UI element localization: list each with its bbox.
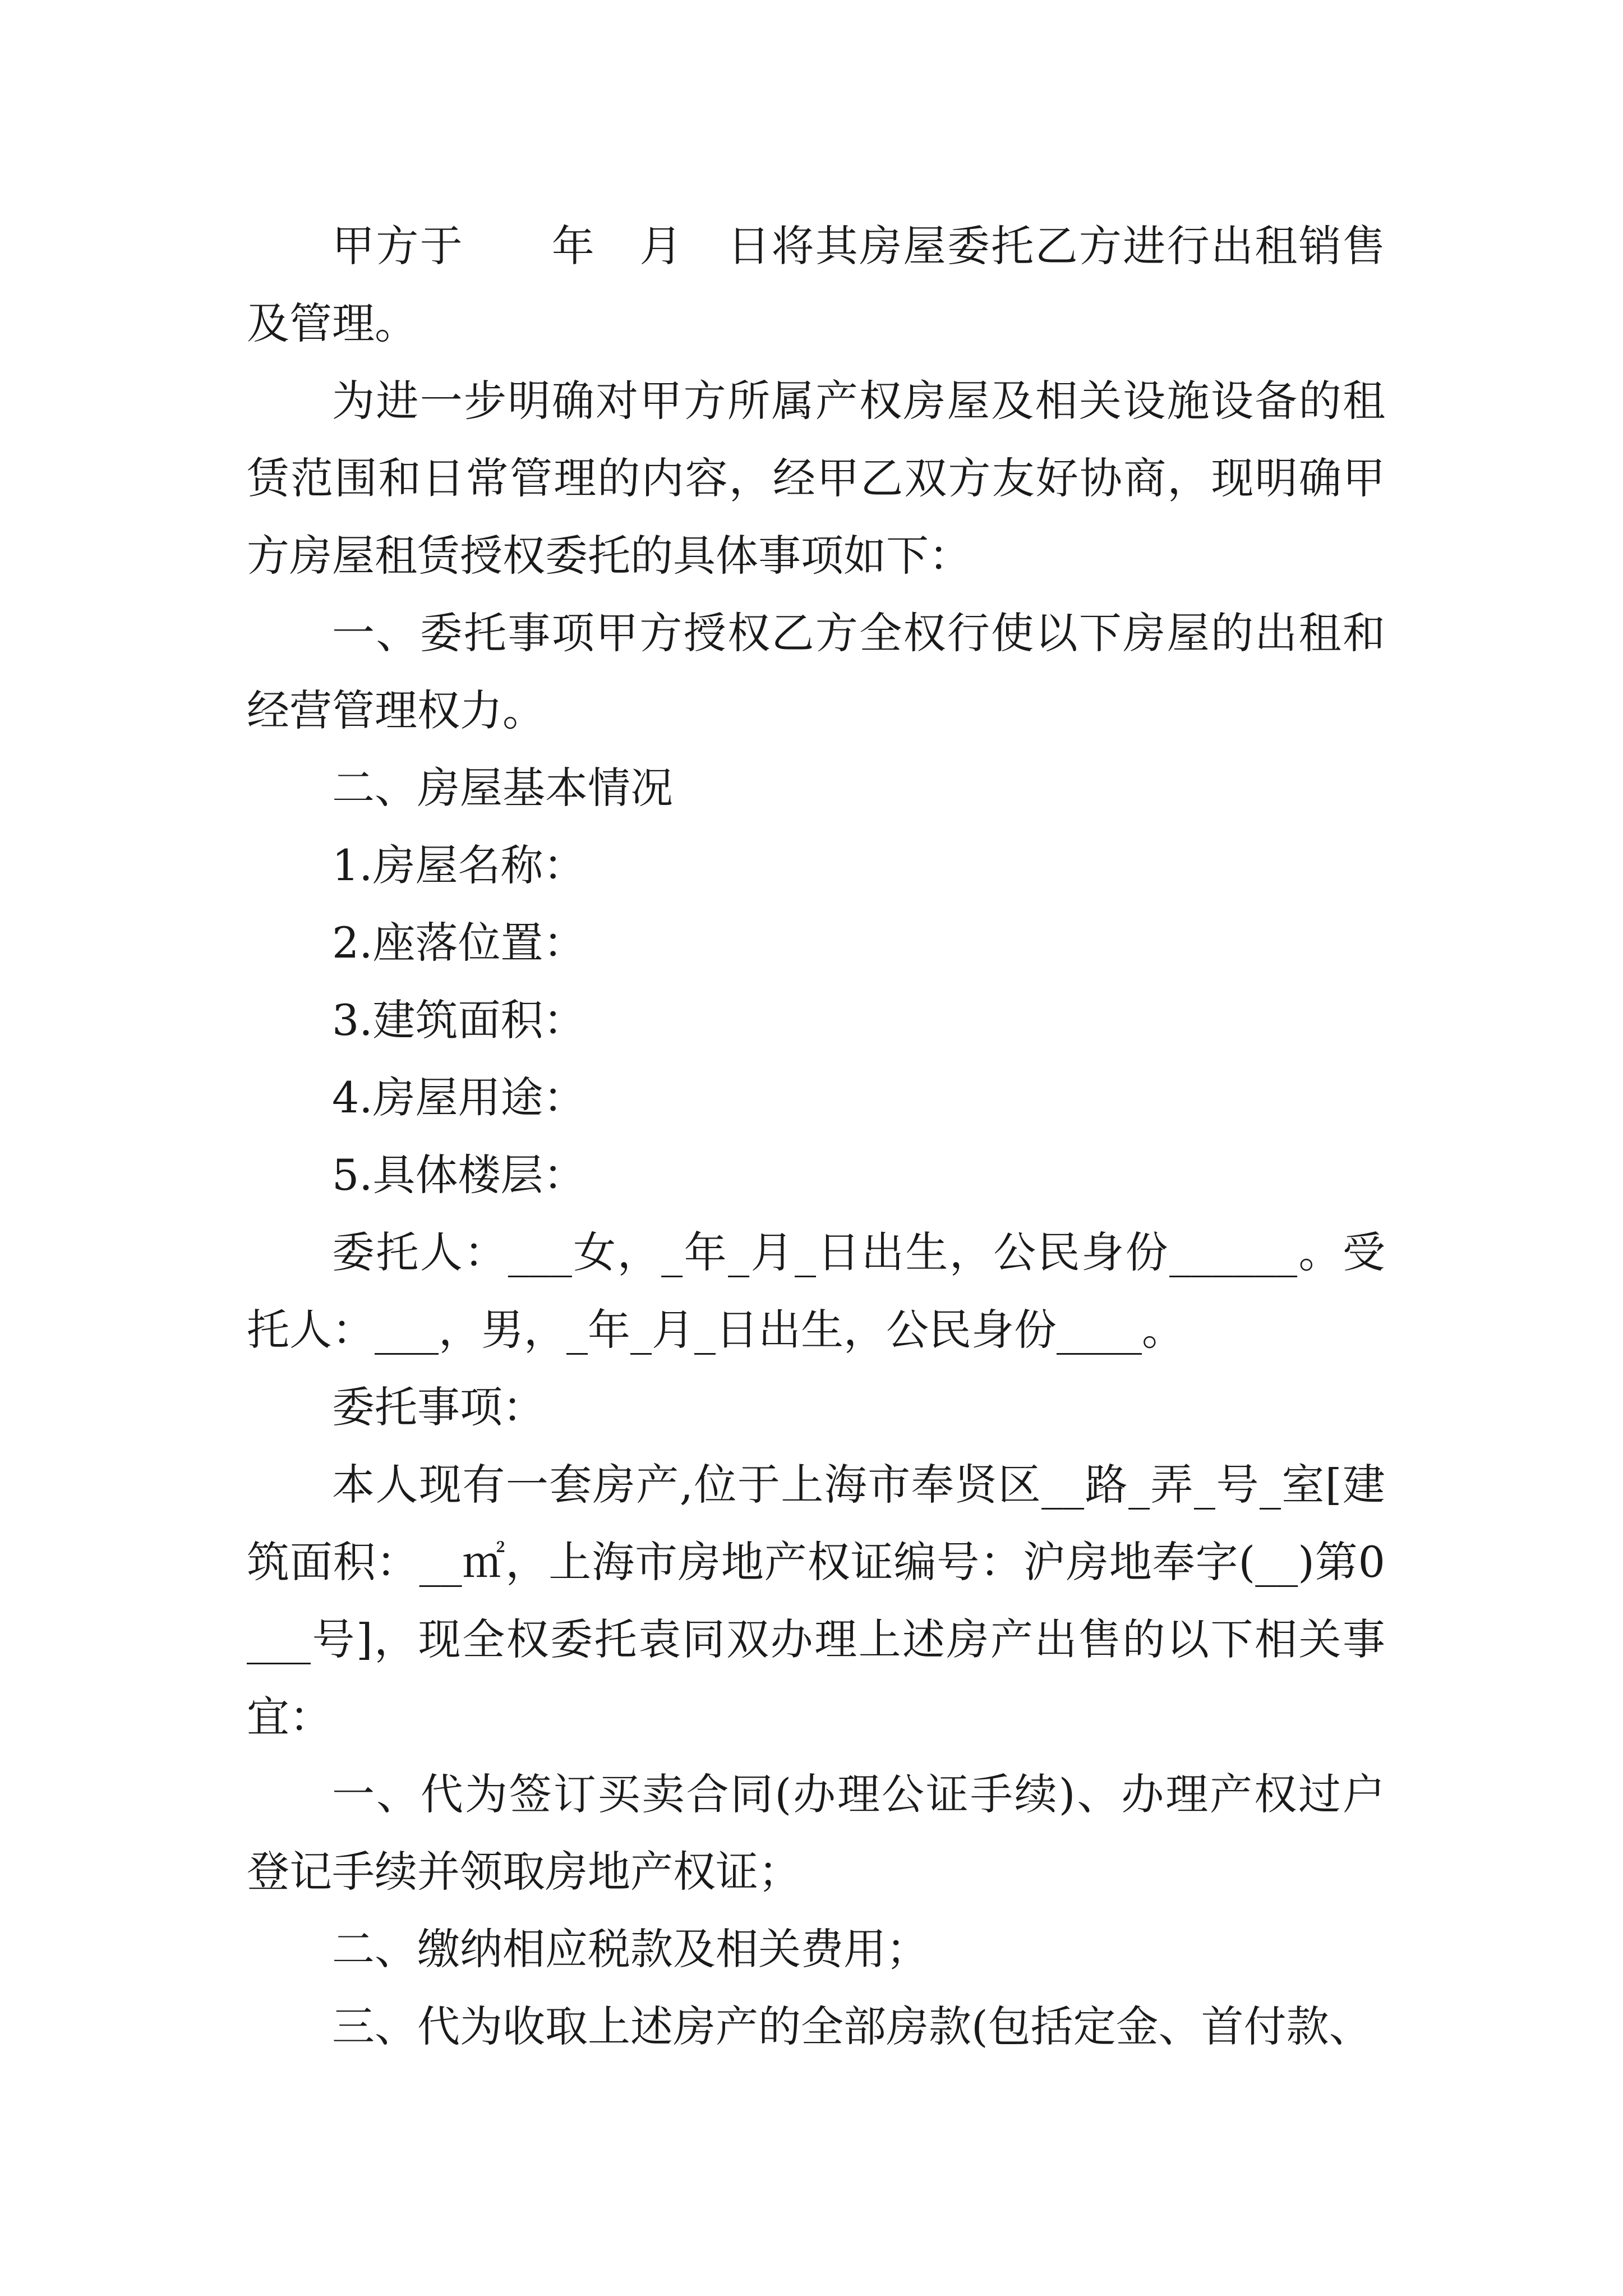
paragraph-section-1-authorization: 一、委托事项甲方授权乙方全权行使以下房屋的出租和经营管理权力。 [247, 608, 1385, 735]
paragraph-commission-date: 甲方于 年 月 日将其房屋委托乙方进行出租销售及管理。 [247, 221, 1385, 348]
paragraph-property-location: 2.座落位置： [332, 918, 586, 968]
paragraph-item-2-taxes: 二、缴纳相应税款及相关费用； [332, 1924, 929, 1974]
paragraph-entrusted-matters-heading: 委托事项： [332, 1382, 545, 1432]
paragraph-property-floor: 5.具体楼层： [332, 1150, 586, 1200]
paragraph-principal-agent: 委托人：___女，_年_月_日出生，公民身份______。受托人：___，男，_年_月_日出生，公民身份____。 [247, 1227, 1385, 1355]
paragraph-purpose: 为进一步明确对甲方所属产权房屋及相关设施设备的租赁范围和日常管理的内容，经甲乙双方友好协商，现明确甲方房屋租赁授权委托的具体事项如下： [247, 376, 1385, 581]
paragraph-item-1-contract: 一、代为签订买卖合同(办理公证手续)、办理产权过户登记手续并领取房地产权证； [247, 1769, 1385, 1897]
paragraph-property-use: 4.房屋用途： [332, 1073, 586, 1122]
paragraph-property-area: 3.建筑面积： [332, 995, 586, 1045]
document-body [247, 208, 1385, 2065]
paragraph-property-details: 本人现有一套房产,位于上海市奉贤区__路_弄_号_室[建筑面积：__㎡，上海市房地产权证编号：沪房地奉字(__)第0___号]，现全权委托袁同双办理上述房产出售的以下相关事宜： [247, 1460, 1385, 1742]
paragraph-item-3-payment: 三、代为收取上述房产的全部房款(包括定金、首付款、 [332, 2001, 1372, 2051]
paragraph-property-name: 1.房屋名称： [332, 840, 586, 890]
paragraph-section-2-heading: 二、房屋基本情况 [332, 763, 673, 813]
